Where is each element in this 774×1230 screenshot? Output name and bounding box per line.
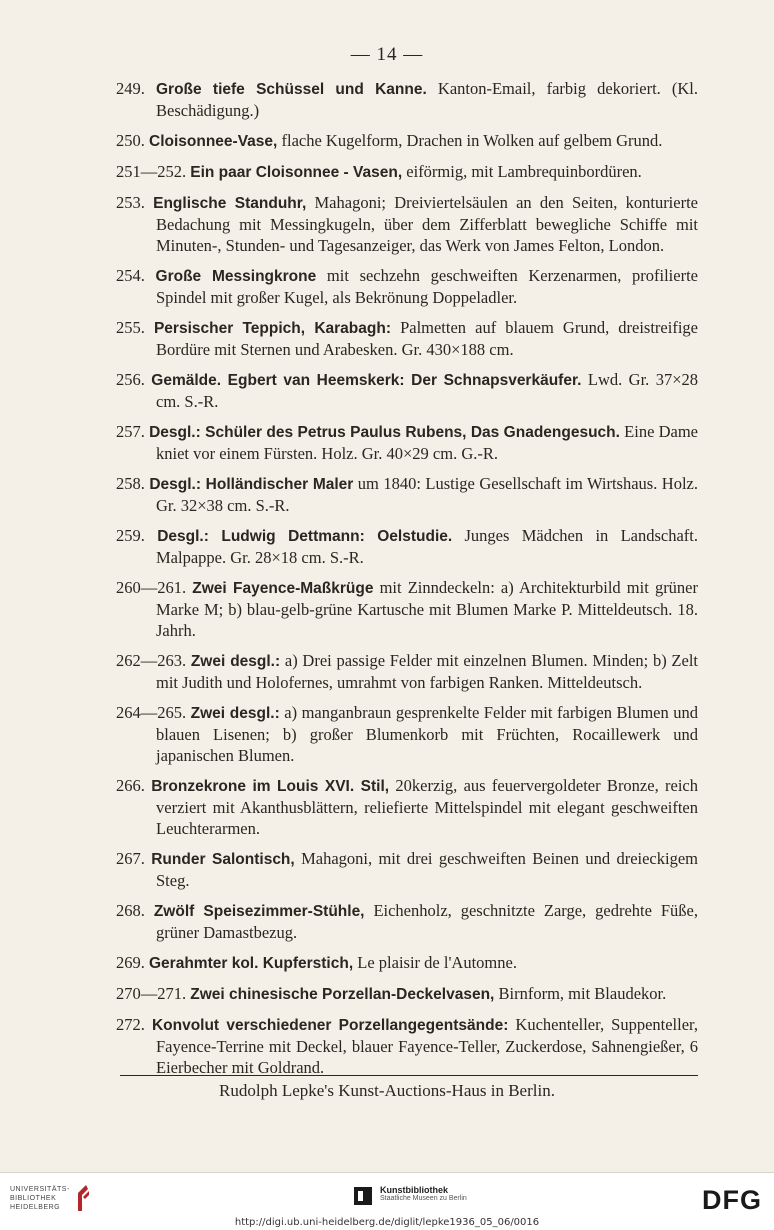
catalog-entry	[116, 369, 698, 412]
lot-number: 250.	[116, 131, 145, 150]
lot-number: 267.	[116, 849, 145, 868]
lot-title: Ein paar Cloisonnee - Vasen,	[190, 164, 403, 181]
lot-number: 254.	[116, 266, 145, 285]
kunstbibliothek-emblem-icon	[352, 1185, 374, 1207]
lot-number: 269.	[116, 953, 145, 972]
lot-title: Große Messingkrone	[155, 268, 317, 285]
lot-number: 258.	[116, 474, 145, 493]
catalog-entry	[116, 130, 698, 152]
lot-description: Le plaisir de l'Automne.	[353, 953, 517, 972]
lot-description: a) Drei passige Felder mit einzelnen Blumen. Minden; b) Zelt mit Judith und Holofernes, umrahmt von farbigen Ranken. Mitteldeutsch.	[156, 651, 698, 692]
lot-description: Mahagoni, mit drei geschweiften Beinen und dreieckigem Steg.	[156, 849, 698, 890]
catalog-entry	[116, 192, 698, 256]
catalog-entry	[116, 265, 698, 308]
lot-description: Kuchenteller, Suppenteller, Fayence-Terrine mit Deckel, blauer Fayence-Teller, Zuckerdose, Sahnengießer, 6 Eierbecher mit Goldrand.	[156, 1015, 699, 1077]
catalog-entry	[116, 1014, 698, 1078]
lot-description: Birnform, mit Blaudekor.	[494, 984, 667, 1003]
lot-number: 262—263.	[116, 651, 187, 670]
lot-title: Runder Salontisch,	[151, 851, 295, 868]
catalog-entry	[116, 775, 698, 839]
lot-description: Palmetten auf blauem Grund, dreistreifige Bordüre mit Sternen und Arabesken. Gr. 430×188 cm.	[156, 318, 698, 359]
ub-logo-text: UNIVERSITÄTS- BIBLIOTHEK HEIDELBERG	[10, 1185, 70, 1211]
lot-description: mit Zinndeckeln: a) Architekturbild mit grüner Marke M; b) blau-gelb-grüne Kartusche mit Blumen Marke P. Mitteldeutsch. 18. Jahrh.	[156, 578, 699, 640]
lot-title: Persischer Teppich, Karabagh:	[153, 320, 391, 337]
lot-title: Gemälde. Egbert van Heemskerk: Der Schnapsverkäufer.	[151, 372, 582, 389]
lot-description: eiförmig, mit Lambrequinbordüren.	[402, 162, 642, 181]
digitization-bar	[0, 1172, 774, 1230]
lot-title: Zwei desgl.:	[190, 705, 280, 722]
catalog-entry	[116, 900, 698, 943]
lot-title: Desgl.: Holländischer Maler	[149, 476, 354, 493]
dfg-logo[interactable]: DFG	[702, 1185, 762, 1215]
lot-title: Englische Standuhr,	[153, 195, 307, 212]
lot-title: Zwölf Speisezimmer-Stühle,	[153, 903, 365, 920]
lot-number: 260—261.	[116, 578, 187, 597]
footer-publisher: Rudolph Lepke's Kunst-Auctions-Haus in Berlin.	[219, 1081, 555, 1100]
catalog-entry	[116, 577, 698, 641]
catalog-entry	[116, 983, 698, 1005]
lot-number: 253.	[116, 193, 145, 212]
lot-description: Lwd. Gr. 37×28 cm. S.-R.	[156, 370, 698, 411]
lot-title: Desgl.: Schüler des Petrus Paulus Rubens, Das Gnadengesuch.	[149, 424, 620, 441]
lot-number: 268.	[116, 901, 145, 920]
lot-title: Cloisonnee-Vase,	[149, 133, 278, 150]
lot-description: flache Kugelform, Drachen in Wolken auf gelbem Grund.	[277, 131, 663, 150]
lot-title: Große tiefe Schüssel und Kanne.	[155, 81, 427, 98]
lot-title: Konvolut verschiedener Porzellangegentsände:	[151, 1017, 509, 1034]
catalog-entry	[116, 473, 698, 516]
catalog-entry	[116, 848, 698, 891]
lot-description: mit sechzehn geschweiften Kerzenarmen, profilierte Spindel mit großer Kugel, als Bekrönung Doppeladler.	[156, 266, 698, 307]
catalog-entry	[116, 78, 698, 121]
lot-description: a) manganbraun gesprenkelte Felder mit farbigen Blumen und blauen Lisenen; b) großer Blumenkorb mit Früchten, Rocaillewerk und japanischen Blumen.	[156, 703, 698, 765]
lot-description: Kanton-Email, farbig dekoriert. (Kl. Beschädigung.)	[156, 79, 699, 120]
kunstbibliothek-logo[interactable]	[352, 1185, 467, 1207]
lot-number: 270—271.	[116, 984, 187, 1003]
lot-description: Eine Dame kniet vor einem Fürsten. Holz. Gr. 40×29 cm. G.-R.	[156, 422, 698, 463]
catalog-entry	[116, 952, 698, 974]
lot-number: 264—265.	[116, 703, 187, 722]
catalog-entry	[116, 317, 698, 360]
lot-description: 20kerzig, aus feuervergoldeter Bronze, reich verziert mit Akanthusblättern, reliefierte Mittelspindel mit elegant geschweiften Leuchterarmen.	[156, 776, 699, 838]
lot-number: 257.	[116, 422, 145, 441]
lot-number: 266.	[116, 776, 145, 795]
lot-title: Bronzekrone im Louis XVI. Stil,	[151, 778, 390, 795]
lot-title: Gerahmter kol. Kupferstich,	[149, 955, 354, 972]
lot-number: 251—252.	[116, 162, 187, 181]
kb-title: Kunstbibliothek	[380, 1185, 448, 1195]
lot-title: Zwei desgl.:	[190, 653, 281, 670]
lot-number: 249.	[116, 79, 145, 98]
catalog-entry	[116, 421, 698, 464]
catalog-entry	[116, 702, 698, 766]
page-number: — 14 —	[350, 44, 424, 65]
lot-title: Zwei chinesische Porzellan-Deckelvasen,	[190, 986, 495, 1003]
lot-title: Desgl.: Ludwig Dettmann: Oelstudie.	[157, 528, 453, 545]
footer-divider	[120, 1075, 698, 1076]
lot-number: 256.	[116, 370, 145, 389]
catalog-entry	[116, 650, 698, 693]
catalog-entry	[116, 525, 698, 568]
lot-number: 255.	[116, 318, 145, 337]
lot-description: um 1840: Lustige Gesellschaft im Wirtshaus. Holz. Gr. 32×38 cm. S.-R.	[156, 474, 698, 515]
lot-title: Zwei Fayence-Maßkrüge	[192, 580, 374, 597]
lot-description: Eichenholz, geschnitzte Zarge, gedrehte Füße, grüner Damastbezug.	[156, 901, 698, 942]
lot-description: Mahagoni; Dreiviertelsäulen an den Seiten, konturierte Bedachung mit Messingkugeln, über dem Zifferblatt bewegliche Schiffe mit Minuten-, Stunden- und Tagesanzeiger, das Werk von James Felton, London.	[156, 193, 698, 255]
lot-number: 259.	[116, 526, 145, 545]
permalink-url[interactable]: http://digi.ub.uni-heidelberg.de/diglit/lepke1936_05_06/0016	[234, 1217, 540, 1228]
kb-subtitle: Staatliche Museen zu Berlin	[380, 1195, 467, 1202]
lot-number: 272.	[116, 1015, 145, 1034]
ub-emblem-icon	[74, 1183, 92, 1213]
lot-description: Junges Mädchen in Landschaft. Malpappe. Gr. 28×18 cm. S.-R.	[156, 526, 699, 567]
catalog-entry	[116, 161, 698, 183]
ub-heidelberg-logo[interactable]	[10, 1183, 92, 1213]
catalog-entries	[116, 78, 698, 1087]
